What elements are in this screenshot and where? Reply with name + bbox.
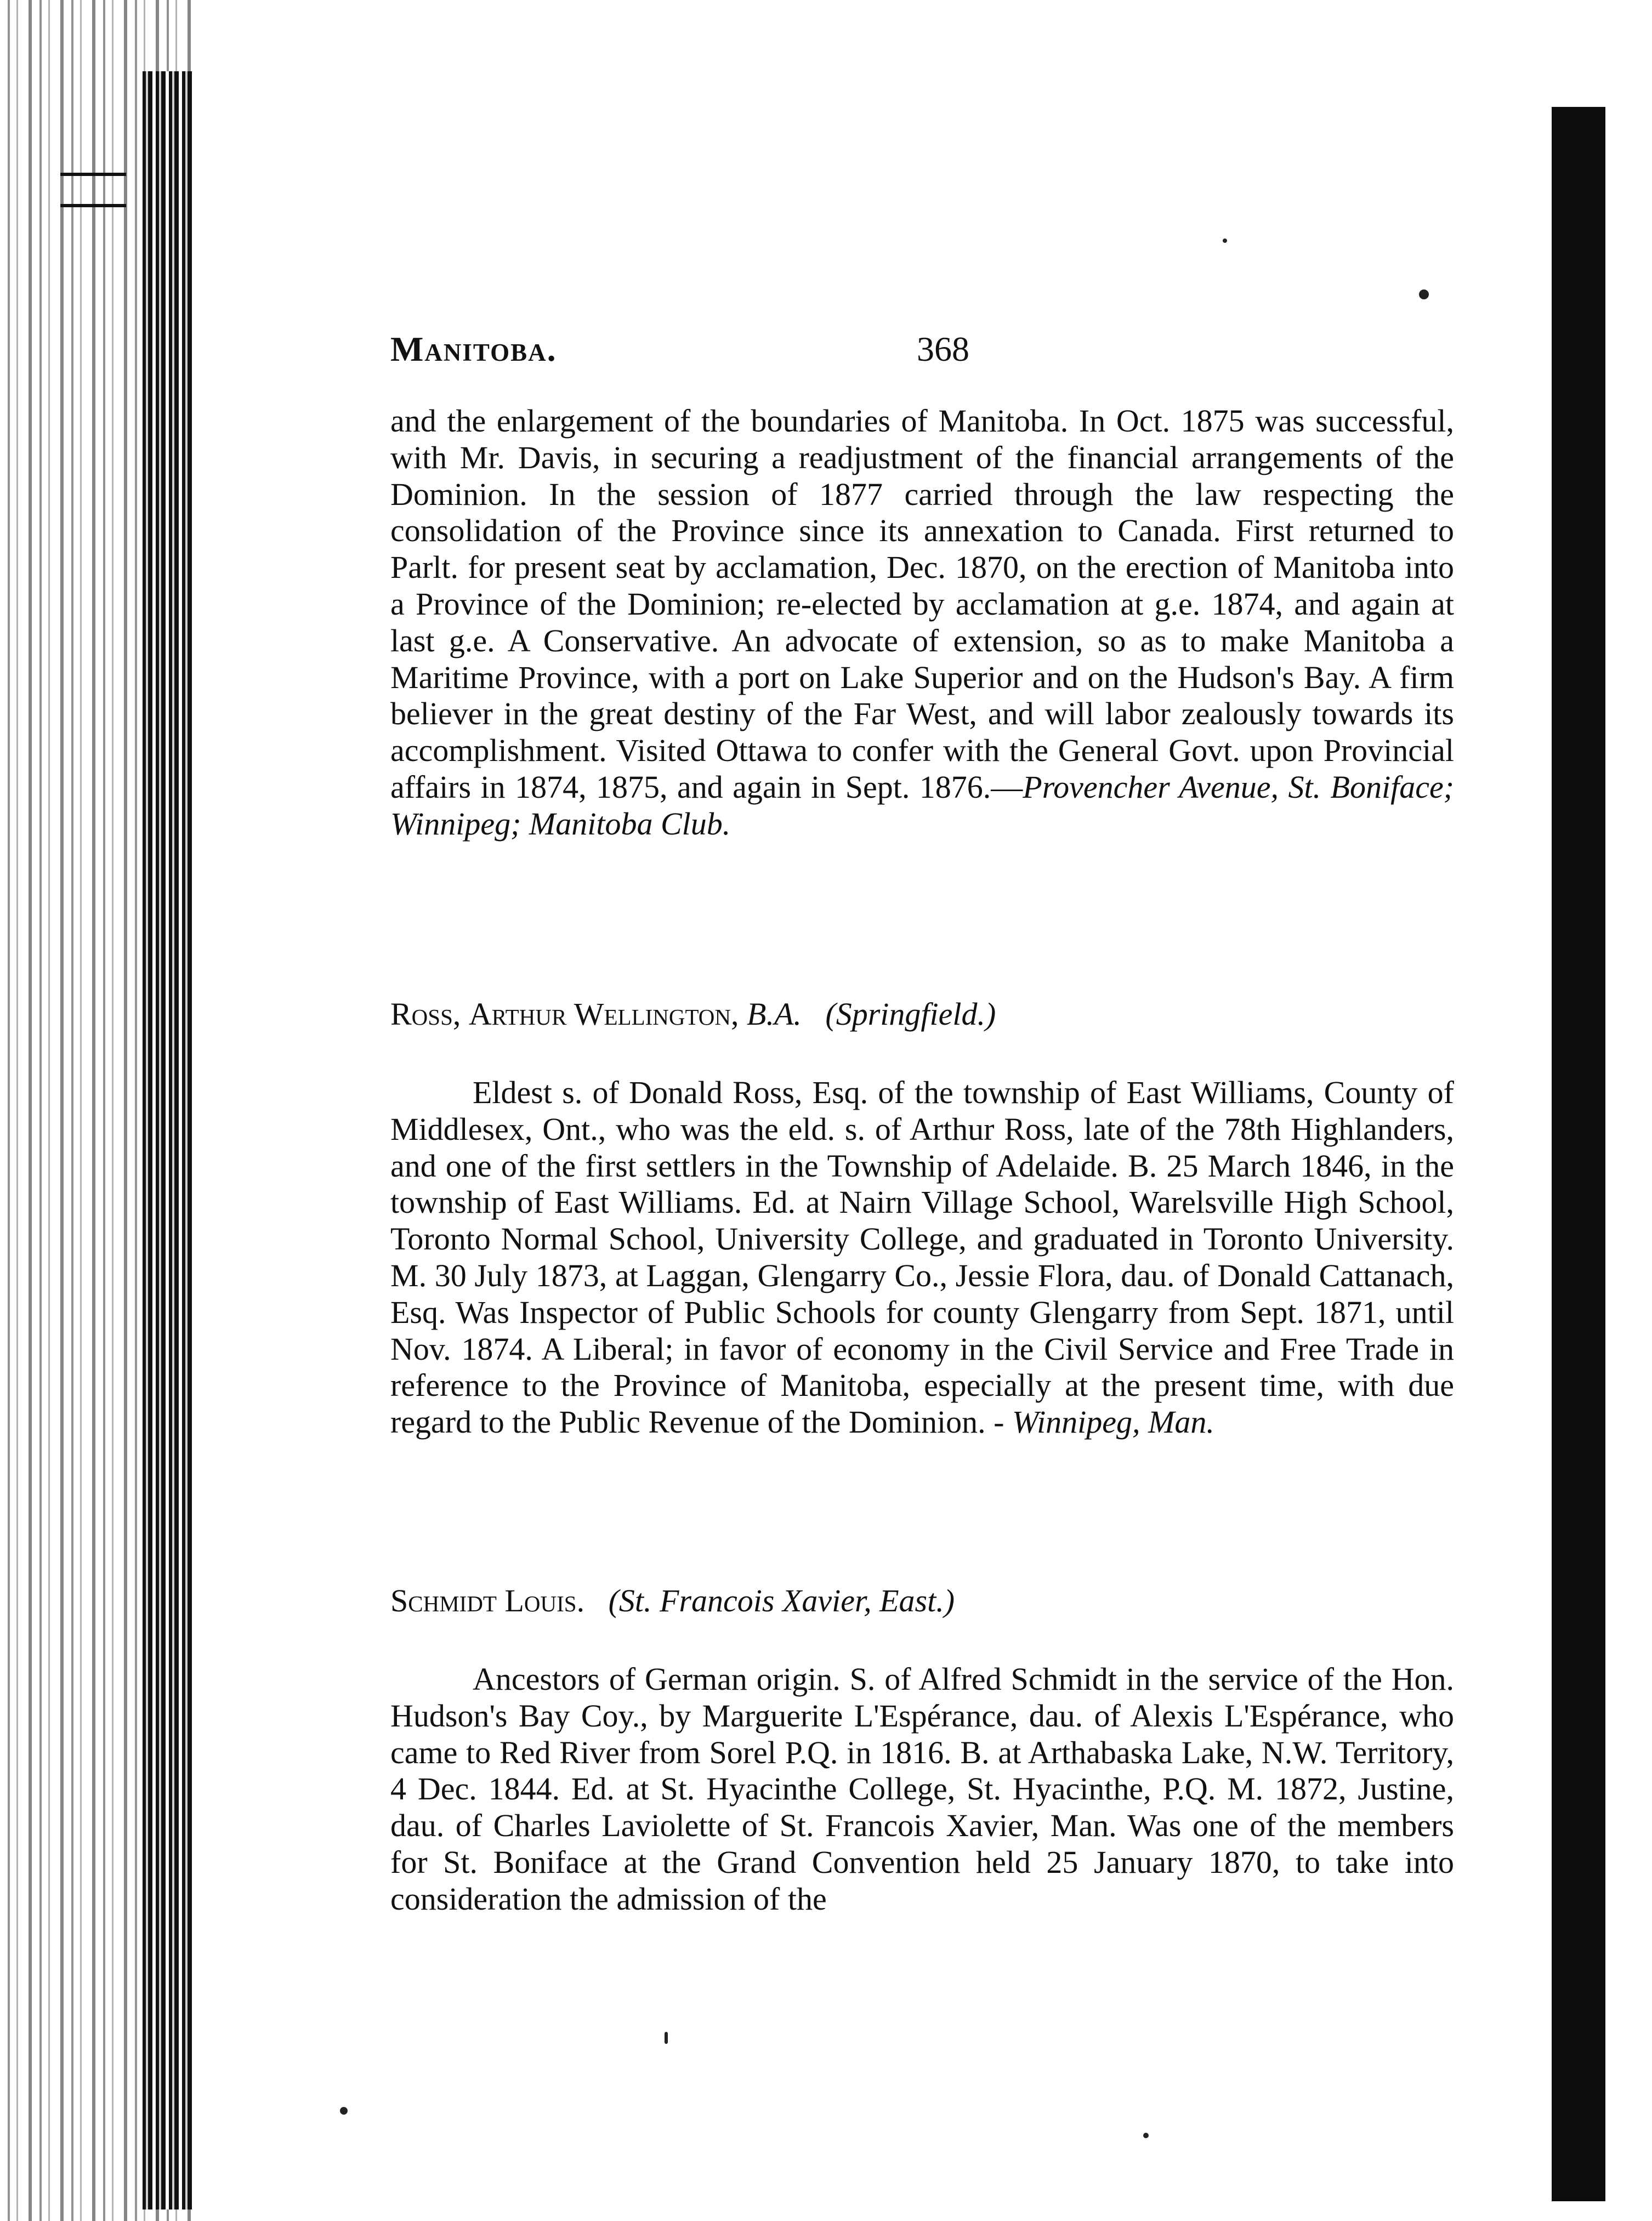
binding-mark: [60, 173, 126, 176]
page-header: [390, 329, 1487, 378]
ink-speck: [1223, 238, 1227, 243]
ink-speck: [340, 2107, 348, 2115]
entry-constituency: (Springfield.): [825, 996, 996, 1032]
biography-entry: [390, 995, 1454, 1552]
entry-surname: Ross,: [390, 996, 461, 1032]
entry-paragraph: [390, 403, 1454, 843]
entry-paragraph: [390, 1075, 1454, 1441]
binding-mark: [60, 204, 126, 207]
entry-given-names: Louis.: [504, 1583, 585, 1618]
running-head: Manitoba.: [390, 330, 557, 368]
entry-address: Provencher Avenue, St. Boniface; Winnipeg; Manitoba Club.: [390, 769, 1454, 842]
entry-degree: B.A.: [747, 996, 802, 1032]
entry-text: Ancestors of German origin. S. of Alfred Schmidt in the service of the Hon. Hudson's Bay Coy., by Marguerite L'Espérance, dau. of Alexis L'Espérance, who came to Red River from Sorel P.Q. in 1816. B. at Arthabaska Lake, N.W. Territory, 4 Dec. 1844. Ed. at St. Hyacinthe College, St. Hyacinthe, P.Q. M. 1872, Justine, dau. of Charles Laviolette of St. Francois Xavier, Man. Was one of the members for St. Boniface at the Grand Convention held 25 January 1870, to take into consideration the admission of the: [390, 1661, 1454, 1917]
entry-given-names: Arthur Wellington,: [468, 996, 739, 1032]
scan-edge-bar: [1552, 107, 1605, 2201]
entry-address: Winnipeg, Man.: [1012, 1404, 1214, 1440]
entry-constituency: (St. Francois Xavier, East.): [608, 1583, 955, 1618]
continued-entry: [390, 403, 1454, 954]
ink-speck: [665, 2032, 668, 2044]
binding-strip: [143, 71, 192, 2209]
entry-heading: [390, 1582, 1454, 1620]
ink-speck: [1419, 289, 1429, 299]
entry-text: and the enlargement of the boundaries of Manitoba. In Oct. 1875 was successful, with Mr. Davis, in securing a readjustment of the financial arrangements of the Dominion. In the session of 1877 carried through the law respecting the consolidation of the Province since its annexation to Canada. First returned to Parlt. for present seat by acclamation, Dec. 1870, on the erection of Manitoba into a Province of the Dominion; re-elected by acclamation at g.e. 1874, and again at last g.e. A Conservative. An advocate of extension, so as to make Manitoba a Maritime Province, with a port on Lake Superior and on the Hudson's Bay. A firm believer in the great destiny of the Far West, and will labor zealously towards its accomplishment. Visited Ottawa to confer with the General Govt. upon Provincial affairs in 1874, 1875, and again in Sept. 1876.—: [390, 403, 1454, 805]
entry-paragraph: [390, 1661, 1454, 1918]
entry-text: Eldest s. of Donald Ross, Esq. of the township of East Williams, County of Middlesex, Ont., who was the eld. s. of Arthur Ross, late of the 78th Highlanders, and one of the first settlers in the Township of Adelaide. B. 25 March 1846, in the township of East Williams. Ed. at Nairn Village School, Warelsville High School, Toronto Normal School, University College, and graduated in Toronto University. M. 30 July 1873, at Laggan, Glengarry Co., Jessie Flora, dau. of Donald Cattanach, Esq. Was Inspector of Public Schools for county Glengarry from Sept. 1871, until Nov. 1874. A Liberal; in favor of economy in the Civil Service and Free Trade in reference to the Province of Manitoba, especially at the present time, with due regard to the Public Revenue of the Dominion. -: [390, 1075, 1454, 1440]
page-number: 368: [917, 330, 969, 368]
ink-speck: [1143, 2133, 1149, 2138]
entry-surname: Schmidt: [390, 1583, 497, 1618]
biography-entry: [390, 1582, 1454, 2031]
entry-heading: [390, 995, 1454, 1033]
